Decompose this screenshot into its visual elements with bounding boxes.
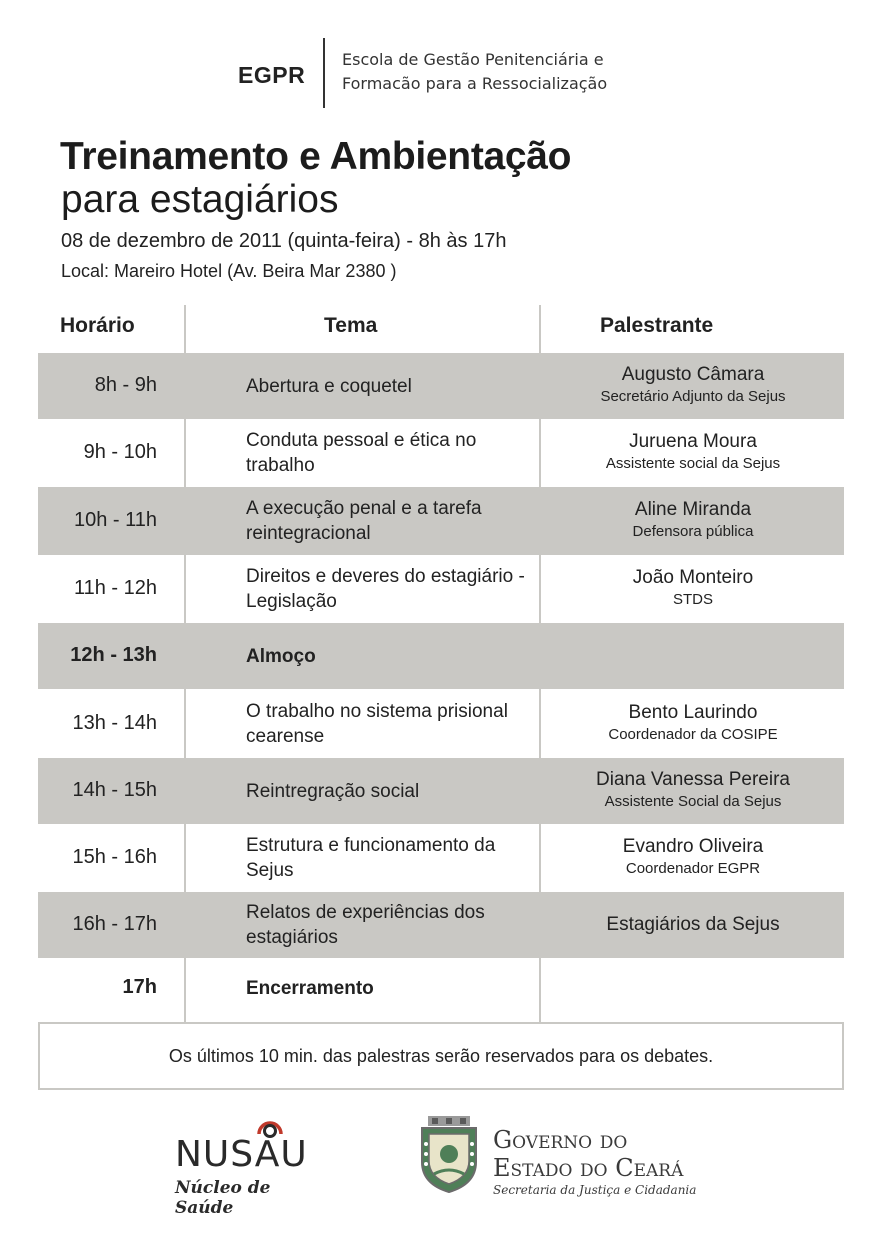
speaker-name: Evandro Oliveira <box>622 836 764 857</box>
row-time: 11h - 12h <box>73 577 157 599</box>
speaker-name: Bento Laurindo <box>628 701 758 723</box>
row-time: 9h - 10h <box>83 441 157 463</box>
header-divider <box>323 38 325 108</box>
schedule-table <box>38 305 844 1018</box>
table-row <box>38 419 844 487</box>
column-header-speaker: Palestrante <box>600 314 714 337</box>
column-divider <box>184 305 186 1022</box>
government-name-line2: Estado do Ceará <box>493 1154 684 1182</box>
nusau-wordmark: NUSAU <box>175 1134 308 1175</box>
table-row <box>38 353 844 419</box>
egpr-acronym: EGPR <box>238 62 306 88</box>
event-location: Local: Mareiro Hotel (Av. Beira Mar 2380 ) <box>61 261 397 281</box>
column-header-time: Horário <box>60 314 135 337</box>
table-row <box>38 623 844 689</box>
speaker-role: STDS <box>672 591 713 608</box>
table-row <box>38 824 844 892</box>
row-topic: A execução penal e a tarefa reintegracional <box>246 498 482 544</box>
row-time: 15h - 16h <box>72 846 157 868</box>
row-speaker <box>542 430 844 475</box>
row-time: 12h - 13h <box>70 644 157 666</box>
row-topic: O trabalho no sistema prisional cearense <box>246 700 508 747</box>
table-row <box>38 555 844 623</box>
school-name-line1: Escola de Gestão Penitenciária e <box>342 50 604 69</box>
debate-note <box>38 1022 844 1090</box>
row-time: 16h - 17h <box>72 913 157 935</box>
table-row <box>38 487 844 555</box>
column-divider <box>539 305 541 1022</box>
government-name-line1: Governo do <box>493 1126 628 1154</box>
speaker-role: Assistente Social da Sejus <box>604 793 782 810</box>
debate-note-text: Os últimos 10 min. das palestras serão reservados para os debates. <box>168 1046 714 1066</box>
row-speaker <box>542 913 844 936</box>
secretariat-name: Secretaria da Justiça e Cidadania <box>493 1183 697 1197</box>
table-row <box>38 892 844 958</box>
row-topic: Direitos e deveres do estagiário - Legislação <box>246 566 525 612</box>
row-time: 14h - 15h <box>72 779 157 801</box>
table-row <box>38 758 844 824</box>
row-speaker <box>542 701 844 746</box>
speaker-name: Juruena Moura <box>629 431 757 452</box>
row-topic: Reintregração social <box>246 781 420 802</box>
nusau-logo <box>175 1112 325 1218</box>
row-speaker <box>542 768 844 813</box>
row-speaker <box>542 835 844 880</box>
speaker-name: João Monteiro <box>632 567 754 588</box>
school-name <box>342 48 607 96</box>
government-logo <box>418 1114 748 1197</box>
row-topic: Conduta pessoal e ética no trabalho <box>246 430 477 476</box>
page-subtitle: para estagiários <box>61 178 339 221</box>
table-body <box>38 353 844 1018</box>
row-topic: Relatos de experiências dos estagiários <box>246 902 485 948</box>
event-date: 08 de dezembro de 2011 (quinta-feira) - 8h às 17h <box>61 230 507 252</box>
speaker-role: Coordenador EGPR <box>625 860 761 877</box>
row-speaker <box>542 363 844 408</box>
row-topic: Almoço <box>246 646 316 667</box>
speaker-role: Defensora pública <box>632 523 754 540</box>
speaker-name: Diana Vanessa Pereira <box>596 769 790 790</box>
row-topic: Estrutura e funcionamento da Sejus <box>246 835 496 881</box>
table-header <box>38 305 844 353</box>
speaker-role: Secretário Adjunto da Sejus <box>600 388 786 405</box>
column-header-topic: Tema <box>324 314 378 337</box>
row-speaker <box>542 566 844 611</box>
row-topic: Abertura e coquetel <box>246 376 412 397</box>
speaker-role: Coordenador da COSIPE <box>608 725 778 743</box>
page-title: Treinamento e Ambientação <box>60 135 572 178</box>
header <box>0 36 872 108</box>
row-speaker <box>542 498 844 543</box>
nusau-subtitle: Núcleo de Saúde <box>175 1178 271 1218</box>
row-time: 17h <box>122 976 157 998</box>
table-row <box>38 958 844 1018</box>
speaker-name: Estagiários da Sejus <box>606 914 780 935</box>
table-row <box>38 689 844 758</box>
school-name-line2: Formacão para a Ressocialização <box>342 74 608 93</box>
row-time: 13h - 14h <box>72 711 157 734</box>
row-time: 8h - 9h <box>94 374 157 396</box>
coat-of-arms-icon <box>418 1114 480 1194</box>
speaker-name: Aline Miranda <box>634 499 752 520</box>
row-topic: Encerramento <box>246 978 374 999</box>
row-time: 10h - 11h <box>73 509 157 531</box>
speaker-name: Augusto Câmara <box>621 364 765 385</box>
speaker-role: Assistente social da Sejus <box>605 455 781 472</box>
